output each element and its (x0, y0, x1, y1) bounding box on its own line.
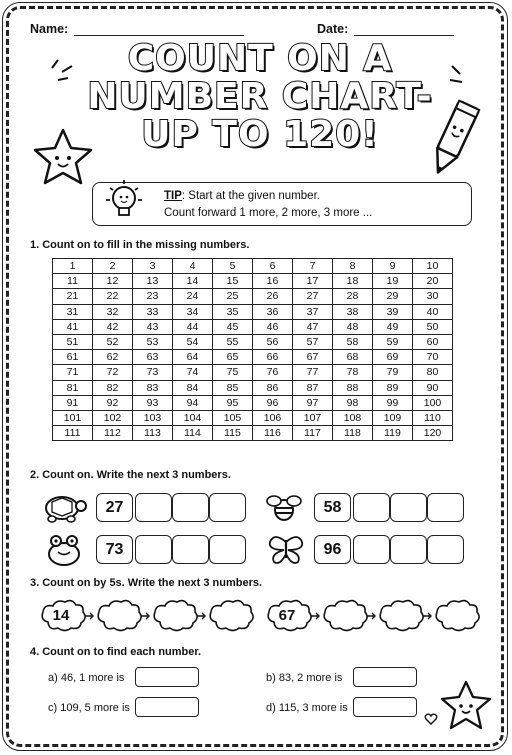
chart-row (53, 426, 453, 441)
chart-cell: 112 (93, 426, 133, 441)
answer-box-d[interactable] (353, 697, 417, 717)
answer-box-b[interactable] (353, 667, 417, 687)
title-line-2: NUMBER CHART- (87, 76, 433, 117)
item-c-label: c) 109, 5 more is (48, 702, 130, 714)
chart-cell: 93 (133, 395, 173, 410)
chart-cell: 64 (173, 350, 213, 365)
answer-box-c[interactable] (135, 697, 199, 717)
frog-icon (44, 532, 84, 568)
answer-box[interactable] (135, 535, 172, 564)
given-number-box: 58 (314, 493, 351, 522)
chart-cell: 55 (213, 334, 253, 349)
star-face-icon (438, 678, 494, 734)
cloud-box[interactable] (320, 598, 370, 634)
answer-box[interactable] (390, 535, 427, 564)
chart-cell: 99 (373, 395, 413, 410)
chart-cell: 22 (93, 289, 133, 304)
chart-cell: 102 (93, 410, 133, 425)
chart-cell: 46 (253, 319, 293, 334)
answer-box[interactable] (427, 535, 464, 564)
chart-cell: 76 (253, 365, 293, 380)
chart-cell: 2 (93, 259, 133, 274)
answer-box[interactable] (353, 535, 390, 564)
chart-cell: 57 (293, 334, 333, 349)
chart-cell: 70 (413, 350, 453, 365)
chart-cell: 56 (253, 334, 293, 349)
given-number-box: 27 (96, 493, 133, 522)
chart-cell: 29 (373, 289, 413, 304)
cloud-box[interactable] (432, 598, 482, 634)
chart-cell: 20 (413, 274, 453, 289)
given-number-box: 96 (314, 535, 351, 564)
chart-cell: 3 (133, 259, 173, 274)
chart-cell: 67 (293, 350, 333, 365)
pencil-icon (425, 96, 483, 180)
chart-cell: 59 (373, 334, 413, 349)
chart-cell: 21 (53, 289, 93, 304)
chart-cell: 98 (333, 395, 373, 410)
chart-cell: 40 (413, 304, 453, 319)
chart-cell: 62 (93, 350, 133, 365)
sparkle-icon (48, 58, 78, 84)
chart-cell: 18 (333, 274, 373, 289)
chart-cell: 68 (333, 350, 373, 365)
chart-cell: 108 (333, 410, 373, 425)
chart-cell: 90 (413, 380, 453, 395)
chart-cell: 75 (213, 365, 253, 380)
chart-cell: 83 (133, 380, 173, 395)
sparkle-icon (446, 62, 476, 88)
chart-cell: 118 (333, 426, 373, 441)
chart-cell: 36 (253, 304, 293, 319)
answer-box[interactable] (427, 493, 464, 522)
chart-cell: 107 (293, 410, 333, 425)
cloud-box[interactable] (94, 598, 144, 634)
chart-row (53, 395, 453, 410)
chart-cell: 15 (213, 274, 253, 289)
chart-cell: 7 (293, 259, 333, 274)
chart-cell: 44 (173, 319, 213, 334)
chart-cell: 37 (293, 304, 333, 319)
number-chart (52, 258, 453, 441)
item-d-label: d) 115, 3 more is (266, 702, 348, 714)
chart-cell: 33 (133, 304, 173, 319)
chart-cell: 53 (133, 334, 173, 349)
chart-cell: 9 (373, 259, 413, 274)
chart-cell: 65 (213, 350, 253, 365)
chart-cell: 16 (253, 274, 293, 289)
chart-cell: 92 (93, 395, 133, 410)
chart-cell: 45 (213, 319, 253, 334)
tip-line-2: Count forward 1 more, 2 more, 3 more ... (164, 207, 373, 219)
chart-cell: 39 (373, 304, 413, 319)
answer-box[interactable] (209, 535, 246, 564)
chart-cell: 32 (93, 304, 133, 319)
chart-cell: 78 (333, 365, 373, 380)
chart-cell: 88 (333, 380, 373, 395)
chart-cell: 120 (413, 426, 453, 441)
chart-cell: 24 (173, 289, 213, 304)
chart-cell: 10 (413, 259, 453, 274)
tip-label: TIP (164, 190, 182, 202)
chart-cell: 63 (133, 350, 173, 365)
chart-cell: 4 (173, 259, 213, 274)
chart-row (53, 365, 453, 380)
chart-cell: 96 (253, 395, 293, 410)
chart-cell: 38 (333, 304, 373, 319)
chart-cell: 117 (293, 426, 333, 441)
name-field[interactable] (30, 22, 244, 36)
chart-cell: 97 (293, 395, 333, 410)
cloud-box[interactable] (150, 598, 200, 634)
chart-cell: 42 (93, 319, 133, 334)
chart-row (53, 350, 453, 365)
chart-cell: 48 (333, 319, 373, 334)
chart-cell: 86 (253, 380, 293, 395)
chart-cell: 35 (213, 304, 253, 319)
tip-line-1: : Start at the given number. (181, 190, 320, 202)
turtle-icon (40, 490, 88, 524)
chart-cell: 11 (53, 274, 93, 289)
answer-box[interactable] (353, 493, 390, 522)
chart-cell: 31 (53, 304, 93, 319)
chart-cell: 12 (93, 274, 133, 289)
start-number-1: 14 (52, 607, 70, 624)
chart-cell: 77 (293, 365, 333, 380)
chart-cell: 52 (93, 334, 133, 349)
chart-row (53, 319, 453, 334)
chart-cell: 89 (373, 380, 413, 395)
bee-icon (264, 490, 304, 524)
cloud-box[interactable] (376, 598, 426, 634)
chart-cell: 19 (373, 274, 413, 289)
chart-cell: 54 (173, 334, 213, 349)
chart-cell: 73 (133, 365, 173, 380)
chart-cell: 13 (133, 274, 173, 289)
chart-cell: 27 (293, 289, 333, 304)
chart-cell: 58 (333, 334, 373, 349)
chart-cell: 94 (173, 395, 213, 410)
tip-text (164, 188, 372, 222)
item-b-label: b) 83, 2 more is (266, 672, 343, 684)
chart-cell: 14 (173, 274, 213, 289)
chart-cell: 115 (213, 426, 253, 441)
question-1: 1. Count on to fill in the missing numbers. (30, 239, 250, 251)
chart-cell: 85 (213, 380, 253, 395)
chart-cell: 114 (173, 426, 213, 441)
chart-cell: 105 (213, 410, 253, 425)
chart-cell: 109 (373, 410, 413, 425)
chart-row (53, 410, 453, 425)
chart-cell: 6 (253, 259, 293, 274)
answer-box[interactable] (172, 493, 209, 522)
chart-cell: 74 (173, 365, 213, 380)
chart-cell: 91 (53, 395, 93, 410)
chart-cell: 95 (213, 395, 253, 410)
page-title (80, 40, 440, 154)
chart-cell: 111 (53, 426, 93, 441)
date-field[interactable] (317, 22, 454, 36)
star-face-icon (30, 126, 96, 188)
chart-cell: 84 (173, 380, 213, 395)
lightbulb-icon (102, 176, 146, 224)
chart-cell: 61 (53, 350, 93, 365)
chart-cell: 47 (293, 319, 333, 334)
chart-cell: 23 (133, 289, 173, 304)
chart-cell: 50 (413, 319, 453, 334)
chart-cell: 26 (253, 289, 293, 304)
answer-box[interactable] (135, 493, 172, 522)
chart-cell: 71 (53, 365, 93, 380)
chart-cell: 51 (53, 334, 93, 349)
chart-cell: 49 (373, 319, 413, 334)
chart-cell: 104 (173, 410, 213, 425)
question-4: 4. Count on to find each number. (30, 646, 202, 658)
chart-cell: 60 (413, 334, 453, 349)
question-2: 2. Count on. Write the next 3 numbers. (30, 469, 231, 481)
chart-row (53, 289, 453, 304)
chart-cell: 103 (133, 410, 173, 425)
chart-cell: 72 (93, 365, 133, 380)
chart-row (53, 259, 453, 274)
chart-cell: 106 (253, 410, 293, 425)
butterfly-icon (266, 532, 306, 568)
answer-box[interactable] (172, 535, 209, 564)
chart-cell: 5 (213, 259, 253, 274)
date-label: Date: (317, 22, 349, 36)
chart-cell: 87 (293, 380, 333, 395)
chart-cell: 80 (413, 365, 453, 380)
item-a-label: a) 46, 1 more is (48, 672, 125, 684)
chart-cell: 110 (413, 410, 453, 425)
question-3: 3. Count on by 5s. Write the next 3 numbers. (30, 577, 263, 589)
chart-row (53, 274, 453, 289)
answer-box-a[interactable] (135, 667, 199, 687)
start-number-2: 67 (278, 607, 296, 624)
chart-cell: 101 (53, 410, 93, 425)
chart-cell: 79 (373, 365, 413, 380)
chart-cell: 69 (373, 350, 413, 365)
name-label: Name: (30, 22, 69, 36)
chart-cell: 81 (53, 380, 93, 395)
chart-cell: 116 (253, 426, 293, 441)
chart-cell: 30 (413, 289, 453, 304)
chart-row (53, 380, 453, 395)
chart-cell: 28 (333, 289, 373, 304)
chart-row (53, 304, 453, 319)
chart-row (53, 334, 453, 349)
title-line-1: COUNT ON A (127, 38, 393, 79)
chart-cell: 41 (53, 319, 93, 334)
chart-cell: 113 (133, 426, 173, 441)
chart-cell: 119 (373, 426, 413, 441)
cloud-box[interactable] (206, 598, 256, 634)
title-line-3: UP TO 120! (141, 114, 379, 155)
chart-cell: 34 (173, 304, 213, 319)
chart-cell: 17 (293, 274, 333, 289)
chart-cell: 66 (253, 350, 293, 365)
given-number-box: 73 (96, 535, 133, 564)
answer-box[interactable] (209, 493, 246, 522)
answer-box[interactable] (390, 493, 427, 522)
chart-cell: 43 (133, 319, 173, 334)
chart-cell: 82 (93, 380, 133, 395)
date-line[interactable] (354, 35, 454, 36)
chart-cell: 8 (333, 259, 373, 274)
chart-cell: 100 (413, 395, 453, 410)
chart-cell: 25 (213, 289, 253, 304)
heart-icon (424, 712, 438, 726)
chart-cell: 1 (53, 259, 93, 274)
name-line[interactable] (74, 35, 244, 36)
